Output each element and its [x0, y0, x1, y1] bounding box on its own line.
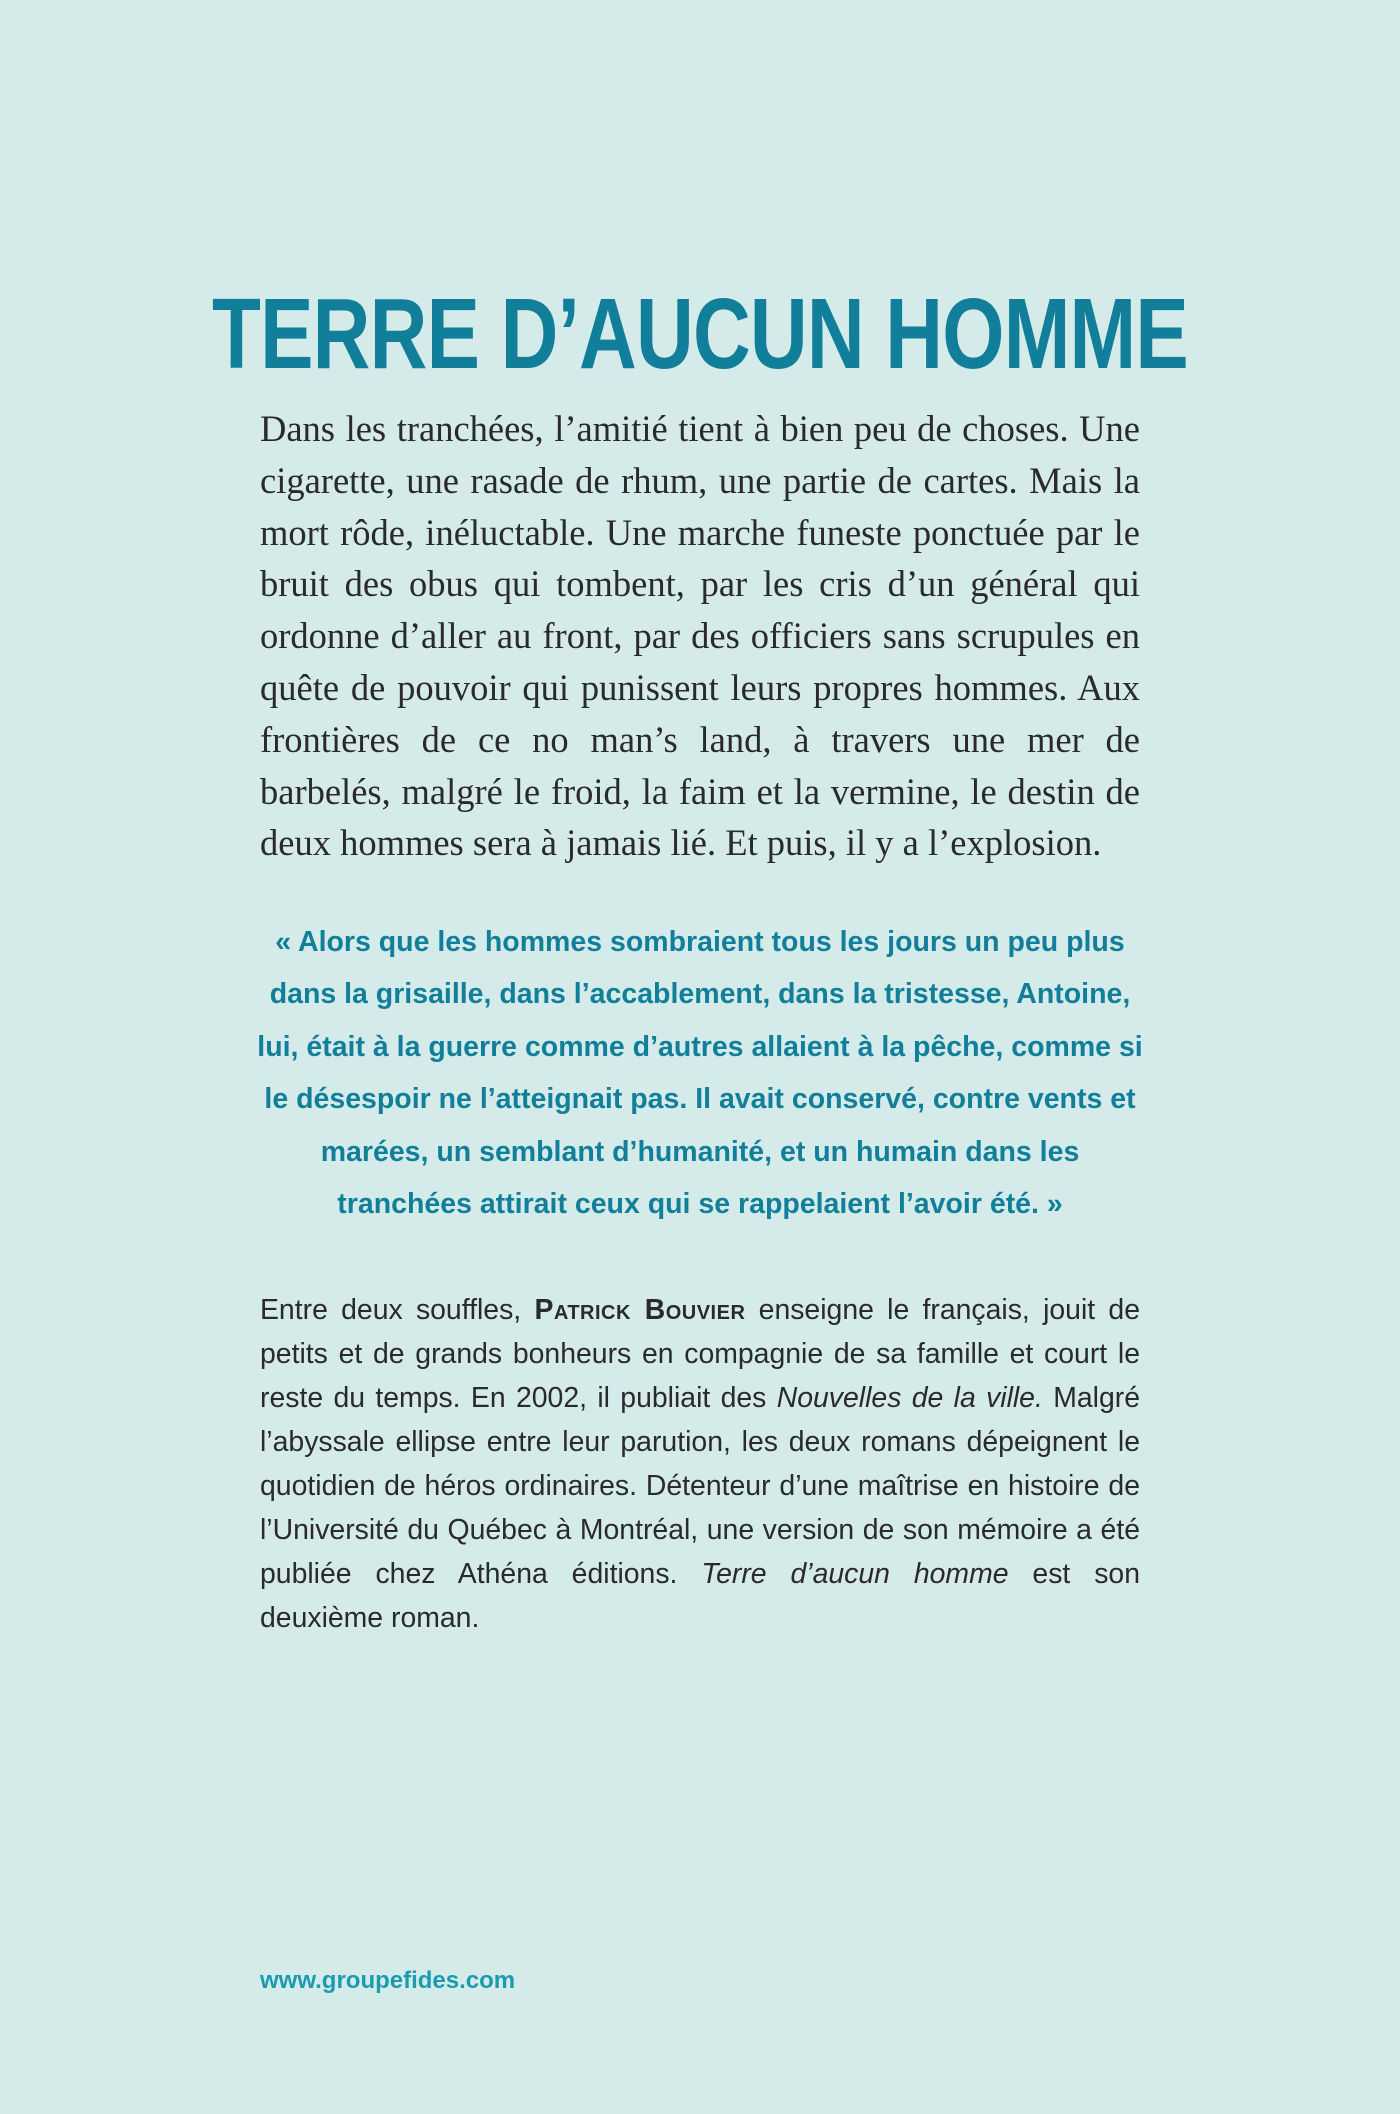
excerpt-quote: « Alors que les hommes sombraient tous les jours un peu plus dans la grisaille, dans l’accablement, dans la tristesse, Antoine, lui, était à la guerre comme d’autres allaient à la pêche, comme si le désespoir ne l’atteignait pas. Il avait conservé, contre vents et marées, un semblant d’humanité, et un humain dans les tranchées attirait ceux qui se rappelaient l’avoir été. » [257, 926, 1143, 1221]
bio-text-3: est son deuxième roman. [260, 1558, 1140, 1634]
bio-intro: Entre deux souffles, [260, 1294, 535, 1326]
bio-book-title-1: Nouvelles de la ville. [776, 1382, 1043, 1414]
book-title: TERRE D’AUCUN HOMME [212, 278, 1188, 390]
author-name: Patrick Bouvier [534, 1294, 746, 1326]
publisher-website-link[interactable]: www.groupefides.com [260, 1967, 516, 1994]
synopsis-paragraph: Dans les tranchées, l’amitié tient à bien peu de choses. Une cigarette, une rasade de rhum, une partie de cartes. Mais la mort rôde, inéluctable. Une marche funeste ponctuée par le bruit des obus qui tombent, par les cris d’un général qui ordonne d’aller au front, par des officiers sans scrupules en quête de pouvoir qui punissent leurs propres hommes. Aux frontières de ce no man’s land, à travers une mer de barbelés, malgré le froid, la faim et la vermine, le destin de deux hommes sera à jamais lié. Et puis, il y a l’explosion. [260, 408, 1140, 864]
bio-book-title-2: Terre d’aucun homme [701, 1558, 1009, 1590]
author-bio [260, 1288, 1140, 1640]
bio-text-1: enseigne le français, jouit de petits et de grands bonheurs en compagnie de sa famille et court le reste du temps. En 2002, il publiait des [260, 1294, 1140, 1414]
bio-text-2: Malgré l’abyssale ellipse entre leur parution, les deux romans dépeignent le quotidien de héros ordinaires. Détenteur d’une maîtrise en histoire de l’Université du Québec à Montréal, une version de son mémoire a été publiée chez Athéna éditions. [260, 1382, 1140, 1590]
